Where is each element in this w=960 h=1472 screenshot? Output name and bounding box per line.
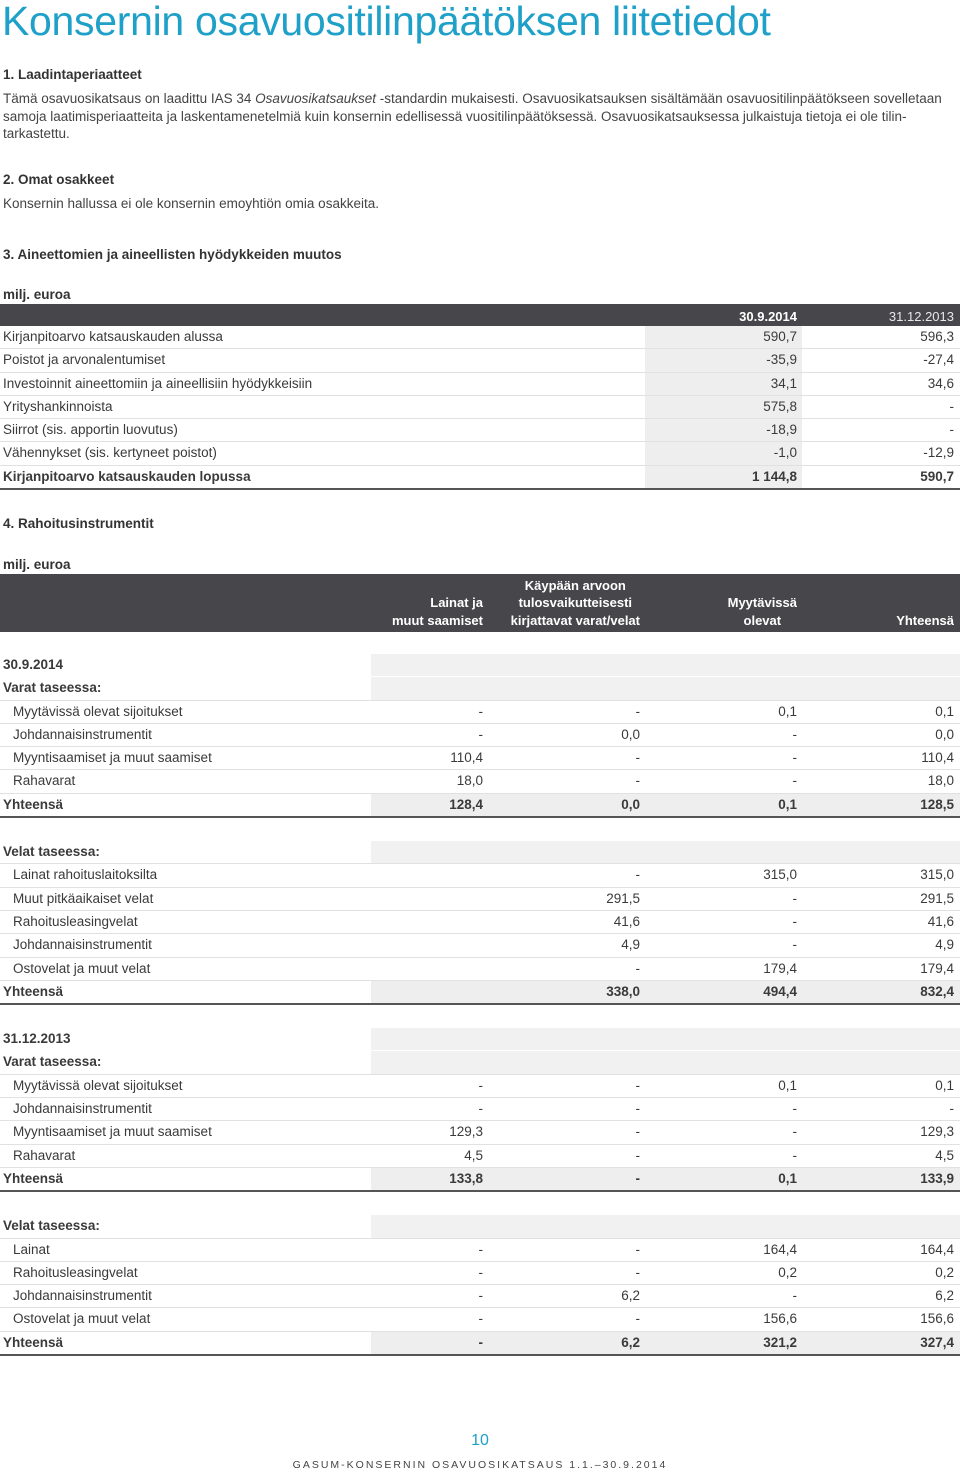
row-label: Yhteensä bbox=[3, 983, 64, 999]
table-row bbox=[0, 747, 960, 770]
value-available-for-sale: 321,2 bbox=[763, 1334, 797, 1350]
row-label: Rahavarat bbox=[13, 1147, 76, 1163]
value-available-for-sale: - bbox=[792, 1124, 797, 1140]
group-heading-row bbox=[0, 1051, 960, 1074]
financial-instruments-header bbox=[0, 574, 960, 632]
row-label: Johdannaisinstrumentit bbox=[13, 937, 152, 953]
value-available-for-sale: 0,1 bbox=[778, 1170, 797, 1186]
table-row bbox=[0, 1098, 960, 1121]
value-fair-value: - bbox=[635, 1170, 640, 1186]
group-heading-row bbox=[0, 1215, 960, 1238]
value-fair-value: - bbox=[635, 1147, 640, 1163]
value-available-for-sale: 0,1 bbox=[778, 703, 797, 719]
row-label: Muut pitkäaikaiset velat bbox=[13, 890, 154, 906]
table-row bbox=[0, 1121, 960, 1144]
column-shade bbox=[371, 1332, 960, 1354]
table-row bbox=[0, 349, 960, 372]
row-label: Yhteensä bbox=[3, 1334, 64, 1350]
value-available-for-sale: 179,4 bbox=[763, 960, 797, 976]
value-total: - bbox=[949, 1101, 954, 1117]
value-fair-value: - bbox=[635, 1264, 640, 1280]
column-header-total: Yhteensä bbox=[896, 612, 954, 628]
group-heading-row bbox=[0, 841, 960, 864]
page-number: 10 bbox=[471, 1432, 489, 1449]
value-fair-value: - bbox=[635, 960, 640, 976]
table-row bbox=[0, 373, 960, 396]
table-row bbox=[0, 326, 960, 349]
value-fair-value: - bbox=[635, 703, 640, 719]
value-total: 0,0 bbox=[935, 726, 954, 742]
value-total: 179,4 bbox=[920, 960, 954, 976]
asset-changes-table bbox=[0, 304, 960, 490]
group-heading-row bbox=[0, 677, 960, 700]
period-row bbox=[0, 654, 960, 677]
value-total: 0,2 bbox=[935, 1264, 954, 1280]
value-2013: -12,9 bbox=[923, 445, 954, 461]
period-row bbox=[0, 1028, 960, 1051]
value-fair-value: 291,5 bbox=[606, 890, 640, 906]
group-heading: Varat taseessa: bbox=[3, 680, 102, 696]
column-shade bbox=[371, 981, 960, 1003]
value-total: 4,9 bbox=[935, 937, 954, 953]
row-label: Kirjanpitoarvo katsauskauden alussa bbox=[3, 329, 223, 344]
column-shade bbox=[371, 841, 960, 863]
value-total: 41,6 bbox=[927, 913, 954, 929]
row-label: Poistot ja arvonalentumiset bbox=[3, 352, 166, 368]
table-row bbox=[0, 1308, 960, 1331]
value-loans: - bbox=[478, 1264, 483, 1280]
column-header-loans: Lainat ja muut saamiset bbox=[391, 595, 483, 628]
value-fair-value: - bbox=[635, 750, 640, 766]
row-label: Vähennykset (sis. kertyneet poistot) bbox=[3, 445, 217, 461]
value-loans: 129,3 bbox=[449, 1124, 483, 1140]
column-header-2014: 30.9.2014 bbox=[739, 309, 797, 324]
value-available-for-sale: - bbox=[792, 1101, 797, 1117]
value-fair-value: 6,2 bbox=[621, 1288, 640, 1304]
value-fair-value: - bbox=[635, 867, 640, 883]
value-total: 832,4 bbox=[920, 983, 954, 999]
value-total: 129,3 bbox=[920, 1124, 954, 1140]
value-loans: - bbox=[478, 1334, 483, 1350]
row-label: Ostovelat ja muut velat bbox=[13, 960, 151, 976]
total-row bbox=[0, 794, 960, 818]
value-available-for-sale: 0,1 bbox=[778, 1077, 797, 1093]
table-row bbox=[0, 958, 960, 981]
value-loans: - bbox=[478, 703, 483, 719]
section-1-heading: 1. Laadintaperiaatteet bbox=[3, 67, 142, 82]
table-row bbox=[0, 724, 960, 747]
group-heading: Varat taseessa: bbox=[3, 1054, 102, 1070]
period-label: 31.12.2013 bbox=[3, 1031, 71, 1047]
value-total: 0,1 bbox=[935, 1077, 954, 1093]
asset-changes-header bbox=[0, 304, 960, 326]
value-fair-value: 338,0 bbox=[606, 983, 640, 999]
section-3-unit: milj. euroa bbox=[3, 287, 71, 302]
row-label: Yhteensä bbox=[3, 796, 64, 812]
row-label: Yhteensä bbox=[3, 1170, 64, 1186]
value-fair-value: 0,0 bbox=[621, 726, 640, 742]
spacer bbox=[0, 1192, 960, 1215]
value-loans: - bbox=[478, 1077, 483, 1093]
period-label: 30.9.2014 bbox=[3, 657, 64, 672]
table-row bbox=[0, 396, 960, 419]
row-label: Johdannaisinstrumentit bbox=[13, 1288, 152, 1304]
row-label: Myytävissä olevat sijoitukset bbox=[13, 703, 183, 719]
value-total: 6,2 bbox=[935, 1288, 954, 1304]
table-row bbox=[0, 1239, 960, 1262]
value-2014: -18,9 bbox=[766, 422, 797, 437]
value-available-for-sale: 494,4 bbox=[763, 983, 797, 999]
value-loans: 4,5 bbox=[464, 1147, 483, 1163]
value-total: 133,9 bbox=[920, 1170, 954, 1186]
value-2014: -35,9 bbox=[766, 352, 797, 368]
row-label: Siirrot (sis. apportin luovutus) bbox=[3, 422, 178, 437]
value-2013: - bbox=[949, 398, 954, 414]
row-label: Investoinnit aineettomiin ja aineellisiin hyödykkeisiin bbox=[3, 375, 313, 391]
value-total: 18,0 bbox=[927, 773, 954, 789]
value-loans: - bbox=[478, 1288, 483, 1304]
table-row bbox=[0, 442, 960, 465]
table-row bbox=[0, 1075, 960, 1098]
row-label: Rahoitusleasingvelat bbox=[13, 913, 138, 929]
column-shade bbox=[371, 1215, 960, 1237]
value-2013: 596,3 bbox=[920, 329, 954, 344]
value-fair-value: 4,9 bbox=[621, 937, 640, 953]
value-available-for-sale: - bbox=[792, 773, 797, 789]
row-label: Ostovelat ja muut velat bbox=[13, 1311, 151, 1327]
row-label: Myyntisaamiset ja muut saamiset bbox=[13, 1124, 212, 1140]
column-header-available-for-sale: Myytävissä olevat bbox=[727, 595, 797, 628]
value-total: 128,5 bbox=[920, 796, 954, 812]
total-row bbox=[0, 981, 960, 1005]
value-fair-value: 41,6 bbox=[613, 913, 640, 929]
value-2014: 1 144,8 bbox=[751, 468, 797, 484]
value-total: 291,5 bbox=[920, 890, 954, 906]
value-available-for-sale: 164,4 bbox=[763, 1241, 797, 1257]
value-total: 327,4 bbox=[920, 1334, 954, 1350]
value-loans: 133,8 bbox=[449, 1170, 483, 1186]
value-loans: - bbox=[478, 1101, 483, 1117]
total-row bbox=[0, 1168, 960, 1192]
row-label: Myytävissä olevat sijoitukset bbox=[13, 1077, 183, 1093]
value-2014: 590,7 bbox=[763, 329, 797, 344]
value-fair-value: - bbox=[635, 773, 640, 789]
value-total: 0,1 bbox=[935, 703, 954, 719]
financial-instruments-table bbox=[0, 654, 960, 1356]
column-header-2013: 31.12.2013 bbox=[888, 309, 954, 324]
section-2-heading: 2. Omat osakkeet bbox=[3, 172, 115, 187]
value-2013: -27,4 bbox=[923, 352, 954, 368]
table-row bbox=[0, 911, 960, 934]
table-row bbox=[0, 934, 960, 957]
section-2-text: Konsernin hallussa ei ole konsernin emoyhtiön omia osakkeita. bbox=[3, 196, 379, 211]
total-row bbox=[0, 1332, 960, 1356]
value-fair-value: 6,2 bbox=[621, 1334, 640, 1350]
table-row bbox=[0, 888, 960, 911]
row-label: Myyntisaamiset ja muut saamiset bbox=[13, 750, 212, 766]
value-fair-value: - bbox=[635, 1077, 640, 1093]
value-available-for-sale: 156,6 bbox=[763, 1311, 797, 1327]
row-label: Johdannaisinstrumentit bbox=[13, 726, 152, 742]
table-row bbox=[0, 770, 960, 793]
table-row bbox=[0, 1145, 960, 1168]
section-1-text-a: Tämä osavuosikatsaus on laadittu IAS 34 bbox=[3, 91, 256, 106]
value-available-for-sale: 315,0 bbox=[763, 867, 797, 883]
page-title: Konsernin osavuositilinpäätöksen liitetiedot bbox=[2, 0, 771, 44]
table-row bbox=[0, 1285, 960, 1308]
row-label: Yrityshankinnoista bbox=[3, 398, 113, 414]
table-row bbox=[0, 701, 960, 724]
group-heading: Velat taseessa: bbox=[3, 844, 100, 860]
value-available-for-sale: - bbox=[792, 890, 797, 906]
value-total: 164,4 bbox=[920, 1241, 954, 1257]
section-1-text-b: -standardin mukaisesti. Osavuosikatsauksen sisältämään osavuositilinpäätökseen sovelletaan samoja laatimisperiaatteita ja laskentamenetelmiä kuin konsernin edellisessä vuositilinpäätöksessä. Osavuosikatsauksessa julkaistuja tietoja ei ole tilin-tarkastettu. bbox=[3, 91, 942, 141]
value-available-for-sale: - bbox=[792, 1288, 797, 1304]
value-2014: -1,0 bbox=[773, 445, 797, 461]
footer-text: GASUM-KONSERNIN OSAVUOSIKATSAUS 1.1.–30.9.2014 bbox=[292, 1459, 668, 1471]
column-shade bbox=[371, 654, 960, 676]
value-2013: 34,6 bbox=[927, 375, 954, 391]
column-shade bbox=[371, 1051, 960, 1073]
group-heading: Velat taseessa: bbox=[3, 1218, 100, 1234]
value-available-for-sale: - bbox=[792, 726, 797, 742]
section-4-unit: milj. euroa bbox=[3, 557, 71, 572]
row-label: Lainat bbox=[13, 1241, 50, 1257]
table-row bbox=[0, 419, 960, 442]
row-label: Kirjanpitoarvo katsauskauden lopussa bbox=[3, 468, 251, 484]
value-2014: 575,8 bbox=[763, 398, 797, 414]
value-available-for-sale: - bbox=[792, 937, 797, 953]
value-available-for-sale: - bbox=[792, 750, 797, 766]
value-2014: 34,1 bbox=[770, 375, 797, 391]
row-label: Rahoitusleasingvelat bbox=[13, 1264, 138, 1280]
column-shade bbox=[371, 677, 960, 699]
value-fair-value: - bbox=[635, 1124, 640, 1140]
value-loans: 110,4 bbox=[450, 750, 483, 766]
value-2013: - bbox=[949, 422, 954, 437]
value-total: 4,5 bbox=[935, 1147, 954, 1163]
value-total: 315,0 bbox=[920, 867, 954, 883]
value-available-for-sale: - bbox=[792, 1147, 797, 1163]
column-header-fair-value: Käypään arvoon tulosvaikutteisesti kirjattavat varat/velat bbox=[510, 577, 640, 628]
value-total: 110,4 bbox=[921, 750, 954, 766]
value-2013: 590,7 bbox=[920, 468, 954, 484]
value-available-for-sale: 0,1 bbox=[778, 796, 797, 812]
column-shade bbox=[371, 1028, 960, 1050]
value-loans: - bbox=[478, 1241, 483, 1257]
value-loans: 18,0 bbox=[456, 773, 483, 789]
table-row bbox=[0, 864, 960, 887]
value-loans: - bbox=[478, 1311, 483, 1327]
value-fair-value: - bbox=[635, 1241, 640, 1257]
section-4-heading: 4. Rahoitusinstrumentit bbox=[3, 516, 154, 531]
row-label: Rahavarat bbox=[13, 773, 76, 789]
spacer bbox=[0, 818, 960, 841]
value-loans: 128,4 bbox=[449, 796, 483, 812]
row-label: Lainat rahoituslaitoksilta bbox=[13, 867, 158, 883]
value-loans: - bbox=[478, 726, 483, 742]
value-fair-value: 0,0 bbox=[621, 796, 640, 812]
section-3-heading: 3. Aineettomien ja aineellisten hyödykkeiden muutos bbox=[3, 247, 342, 262]
value-available-for-sale: 0,2 bbox=[778, 1264, 797, 1280]
total-row bbox=[0, 466, 960, 490]
value-fair-value: - bbox=[635, 1311, 640, 1327]
spacer bbox=[0, 1005, 960, 1028]
value-fair-value: - bbox=[635, 1101, 640, 1117]
section-1-text-italic: Osavuosikatsaukset bbox=[255, 91, 376, 106]
row-label: Johdannaisinstrumentit bbox=[13, 1101, 152, 1117]
value-total: 156,6 bbox=[920, 1311, 954, 1327]
value-available-for-sale: - bbox=[792, 913, 797, 929]
table-row bbox=[0, 1262, 960, 1285]
section-1-text bbox=[3, 90, 953, 143]
